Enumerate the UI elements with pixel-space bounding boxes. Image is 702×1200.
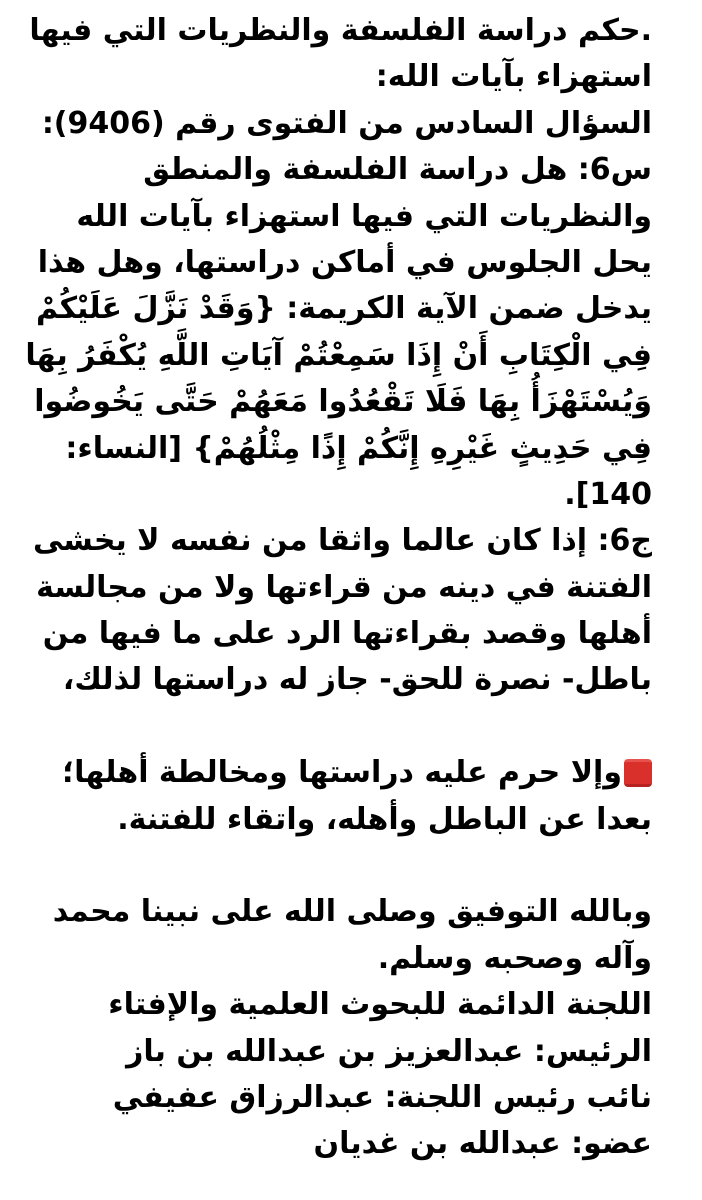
question-line: 140]. bbox=[564, 476, 652, 512]
question-line: فِي الْكِتَابِ أَنْ إِذَا سَمِعْتُمْ آيَاتِ اللَّهِ يُكْفَرُ بِهَا bbox=[25, 337, 652, 373]
question-block bbox=[18, 147, 652, 518]
answer-block bbox=[18, 518, 652, 704]
fatwa-title bbox=[18, 8, 652, 101]
closing-line: وبالله التوفيق وصلى الله على نبينا محمد bbox=[52, 894, 652, 930]
red-square-icon bbox=[624, 759, 652, 787]
question-line: والنظريات التي فيها استهزاء بآيات الله bbox=[76, 198, 652, 234]
answer-line: الفتنة في دينه من قراءتها ولا من مجالسة bbox=[36, 569, 652, 605]
answer-line: أهلها وقصد بقراءتها الرد على ما فيها من bbox=[42, 616, 652, 652]
signatory-line: عضو: عبدالله بن غديان bbox=[313, 1126, 652, 1162]
warning-line bbox=[18, 750, 652, 796]
warning-text: وإلا حرم عليه دراستها ومخالطة أهلها؛ bbox=[62, 755, 622, 791]
question-line: س6: هل دراسة الفلسفة والمنطق bbox=[143, 152, 652, 188]
question-line: يحل الجلوس في أماكن دراستها، وهل هذا bbox=[37, 244, 652, 280]
question-line: فِي حَدِيثٍ غَيْرِهِ إِنَّكُمْ إِذًا مِثْلُهُمْ} [النساء: bbox=[65, 430, 652, 466]
signatory-line: نائب رئيس اللجنة: عبدالرزاق عفيفي bbox=[112, 1079, 652, 1115]
question-line: يدخل ضمن الآية الكريمة: {وَقَدْ نَزَّلَ عَلَيْكُمْ bbox=[36, 291, 652, 327]
warning-line: بعدا عن الباطل وأهله، واتقاء للفتنة. bbox=[117, 801, 652, 837]
question-line: وَيُسْتَهْزَأُ بِهَا فَلَا تَقْعُدُوا مَعَهُمْ حَتَّى يَخُوضُوا bbox=[34, 384, 652, 420]
question-reference bbox=[18, 101, 652, 147]
title-line: استهزاء بآيات الله: bbox=[375, 59, 652, 95]
warning-block bbox=[18, 750, 652, 843]
closing-line: وآله وصحبه وسلم. bbox=[377, 940, 652, 976]
blank-line bbox=[18, 843, 652, 889]
committee-block bbox=[18, 982, 652, 1168]
question-reference-line: السؤال السادس من الفتوى رقم (9406): bbox=[41, 105, 652, 141]
signatory-line: الرئيس: عبدالعزيز بن عبدالله بن باز bbox=[126, 1033, 652, 1069]
title-line: .حكم دراسة الفلسفة والنظريات التي فيها bbox=[29, 13, 652, 48]
blank-line bbox=[18, 704, 652, 750]
committee-name: اللجنة الدائمة للبحوث العلمية والإفتاء bbox=[108, 987, 652, 1023]
answer-line: ج6: إذا كان عالما واثقا من نفسه لا يخشى bbox=[32, 523, 652, 559]
answer-line: باطل- نصرة للحق- جاز له دراستها لذلك، bbox=[62, 662, 652, 698]
closing-block bbox=[18, 889, 652, 982]
